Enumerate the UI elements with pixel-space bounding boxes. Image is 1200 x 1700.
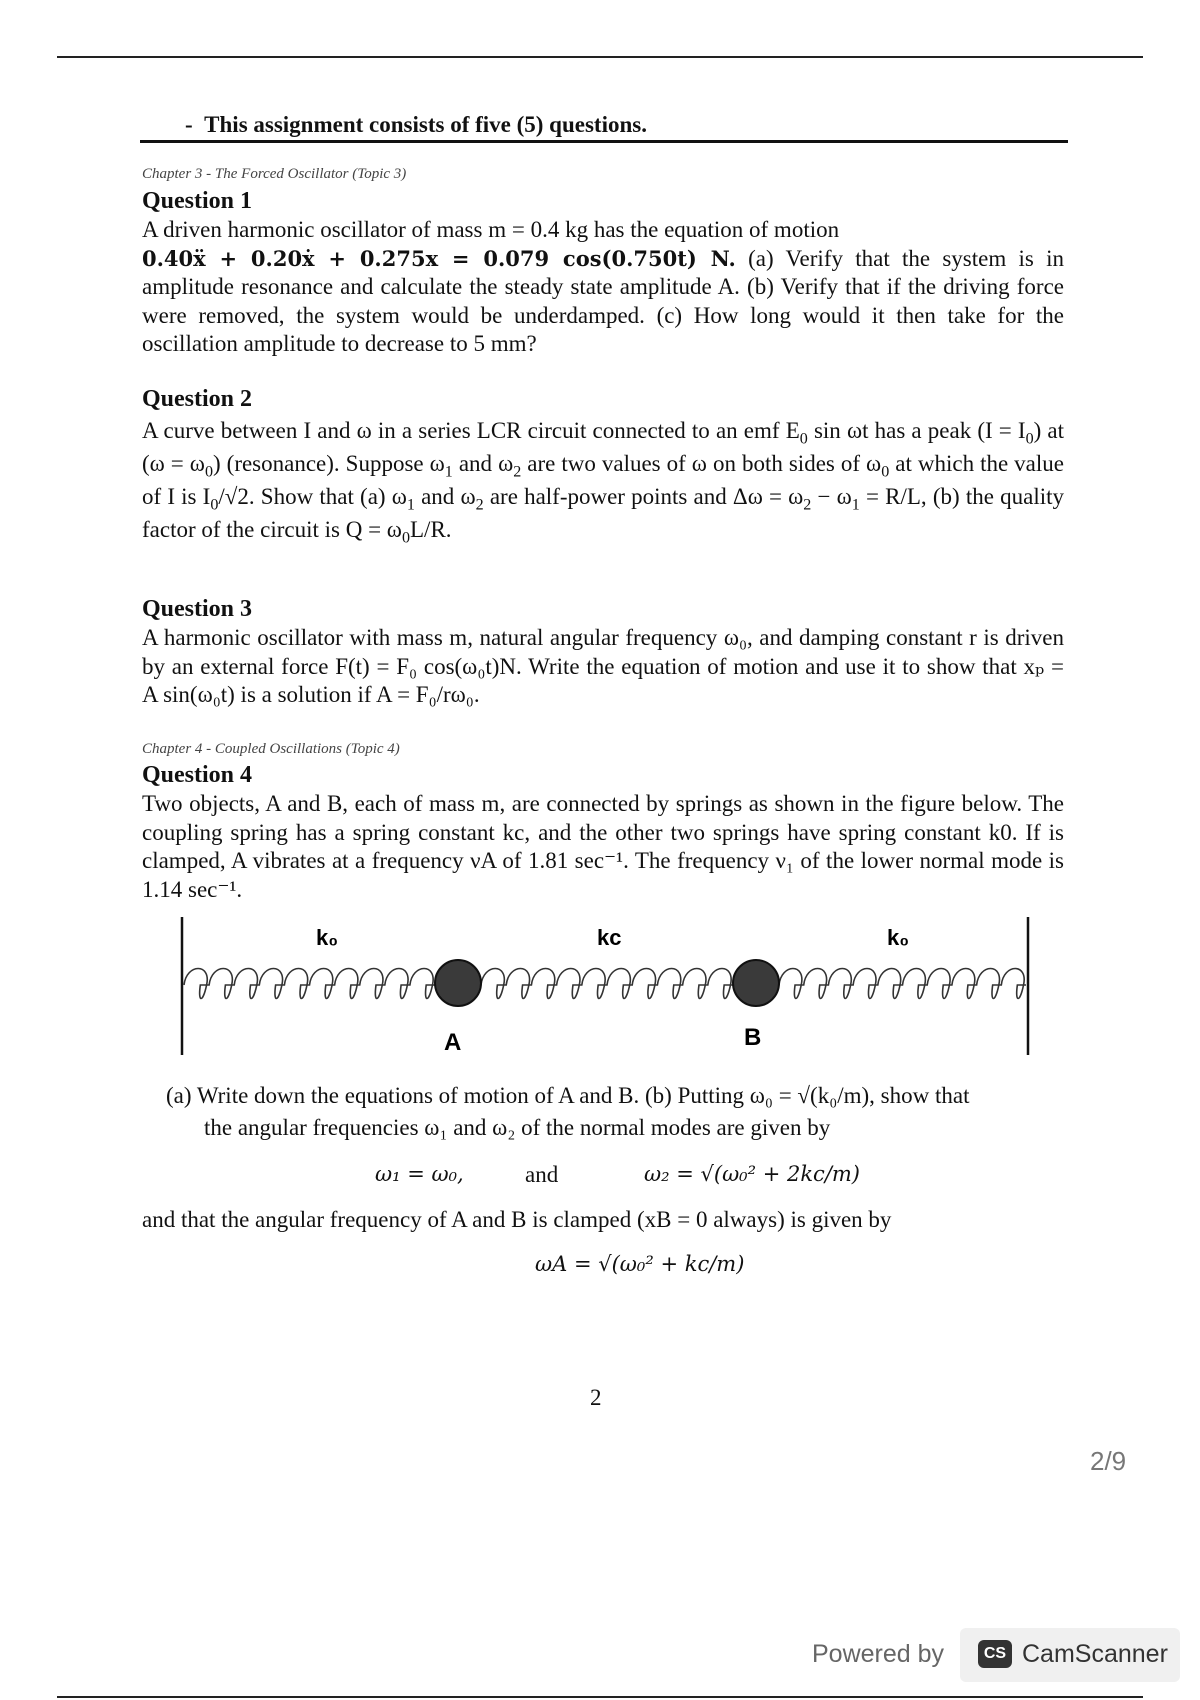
q4-clamped-text: and that the angular frequency of A and B is clamped (xB = 0 always) is given by xyxy=(142,1207,892,1232)
q2-t3: ) at (ω = ω xyxy=(142,418,1065,476)
q4-part-a-line1: (a) Write down the equations of motion of A and B. (b) Putting ω₀ = √(k₀/m), show that xyxy=(166,1083,970,1108)
camscanner-brand-name: CamScanner xyxy=(1022,1640,1168,1668)
q4-body: Two objects, A and B, each of mass m, are connected by springs as shown in the figure below. The coupling spring has a spring constant kc, and the other two springs have spring constant k0. If is clamped, A vibrates at a frequency νA of 1.81 sec⁻¹. The frequency ν₁ of the lower normal mode is 1.14 sec⁻¹. xyxy=(142,791,1064,902)
label-mass-a: A xyxy=(444,1029,462,1056)
q2-t10: are half-power points and Δω = ω xyxy=(489,484,804,509)
q1-equation: 0.40ẍ + 0.20ẋ + 0.275x = 0.079 cos(0.750t) N. xyxy=(142,245,736,271)
intro-underline xyxy=(140,140,1068,143)
chapter4-label: Chapter 4 - Coupled Oscillations (Topic 4) xyxy=(142,741,400,757)
page-indicator: 2/9 xyxy=(1090,1446,1127,1476)
q2-t7: at which the value of I is I xyxy=(142,451,1064,509)
mass-b xyxy=(733,960,779,1006)
q2-t4: ) (resonance). Suppose ω xyxy=(212,451,445,476)
q2-t2: sin ωt has a peak (I = I xyxy=(813,418,1026,443)
q3-title: Question 3 xyxy=(142,596,253,622)
q2-t11: − ω xyxy=(817,484,852,509)
label-right-spring: k₀ xyxy=(887,925,910,950)
page-number: 2 xyxy=(590,1385,602,1410)
q2-t1: A curve between I and ω in a series LCR circuit connected to an emf E xyxy=(142,418,800,443)
q1-title: Question 1 xyxy=(142,188,253,214)
q2-body: A curve between I and ω in a series LCR circuit connected to an emf $E_0$ sin ωt has a peak $(I = I_0)$ at $(\omega = \omega_0)$ (resonance). Suppose $\omega_1$ and $\omega_2$ are two values of ω on both sides of $\omega_0$ at which the value of I is $I_0/√2$. Show that (a) $\omega_1$ and $\omega_2$ are half-power points and $\Delta\omega = \omega_2 - \omega_1 = R/L$, (b) the quality factor of the circuit is $Q = \omega_0L/R$. xyxy=(142,418,1065,547)
q2-t12: = R/L, (b) the quality factor of the circuit is Q = ω xyxy=(142,484,1064,542)
label-left-spring: k₀ xyxy=(316,925,339,950)
spring-figure xyxy=(170,915,1040,1065)
q2-t5: and ω xyxy=(458,451,514,476)
q2-t8: /√2. Show that (a) ω xyxy=(218,484,407,509)
spring-left xyxy=(184,969,435,999)
spring-right xyxy=(779,969,1026,999)
q2-t6: are two values of ω on both sides of ω xyxy=(527,451,882,476)
eq-omega2: ω₂ = √(ω₀² + 2kc/m) xyxy=(644,1162,860,1186)
label-mass-b: B xyxy=(744,1024,762,1051)
eq-omega-a: ωA = √(ω₀² + kc/m) xyxy=(535,1252,745,1276)
assignment-intro xyxy=(185,112,647,138)
q4-title: Question 4 xyxy=(142,762,253,788)
camscanner-badge-box xyxy=(960,1628,1180,1682)
intro-text: This assignment consists of five (5) questions. xyxy=(204,112,647,137)
q4-part-a-line2: the angular frequencies ω₁ and ω₂ of the normal modes are given by xyxy=(204,1115,831,1140)
q1-body xyxy=(142,216,1064,359)
spring-mid xyxy=(481,969,733,999)
q2-t9: and ω xyxy=(421,484,476,509)
q3-body: A harmonic oscillator with mass m, natural angular frequency ω₀, and damping constant r is driven by an external force F(t) = F₀ cos(ω₀t)N. Write the equation of motion and use it to show that xₚ = A sin(ω₀t) is a solution if A = F₀/rω₀. xyxy=(142,625,1064,707)
eq-omega1: ω₁ = ω₀, xyxy=(375,1162,464,1186)
camscanner-logo-icon: CS xyxy=(978,1640,1012,1668)
q1-text: (a) Verify that the system is in amplitude resonance and calculate the steady state amplitude A. (b) Verify that if the driving force were removed, the system would be underdamped. (c) How long would it then take for the oscillation amplitude to decrease to 5 mm? xyxy=(142,245,1064,356)
label-mid-spring: kc xyxy=(597,925,622,950)
top-rule xyxy=(57,56,1143,58)
bottom-rule xyxy=(57,1696,1143,1698)
mass-a xyxy=(435,960,481,1006)
q2-title: Question 2 xyxy=(142,386,253,412)
intro-dash: - xyxy=(185,112,205,137)
powered-by-text: Powered by xyxy=(812,1640,945,1668)
eq-and: and xyxy=(525,1162,559,1187)
q2-t13: L/R. xyxy=(410,517,452,542)
q1-line1: A driven harmonic oscillator of mass m = 0.4 kg has the equation of motion xyxy=(142,217,840,242)
chapter3-label: Chapter 3 - The Forced Oscillator (Topic 3) xyxy=(142,166,407,182)
